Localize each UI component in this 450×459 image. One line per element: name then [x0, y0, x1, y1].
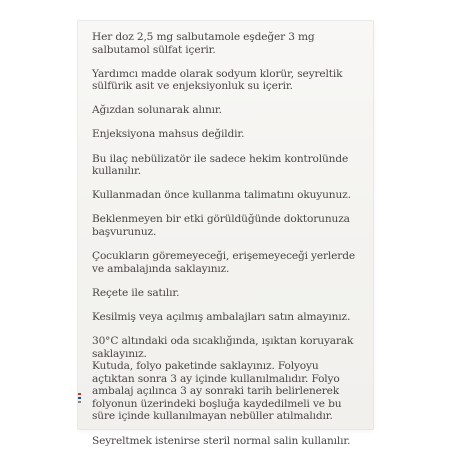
registration-mark-gray: [78, 401, 81, 403]
registration-mark-blue: [78, 397, 81, 399]
dilution-text: Seyreltmek istenirse steril normal salin kullanılır.: [92, 434, 351, 447]
administration-route-text: Ağızdan solunarak alınır.: [92, 104, 222, 117]
keep-from-children-text: Çocukların göremeyeceği, erişemeyeceği yerlerde ve ambalajında saklayınız.: [92, 250, 355, 275]
registration-mark-red: [78, 393, 81, 395]
print-registration-marks: [78, 393, 81, 409]
package-insert-text: [92, 31, 364, 459]
nebulizer-usage-text: Bu ilaç nebülizatör ile sadece hekim kontrolünde kullanılır.: [92, 152, 349, 178]
read-instructions-text: Kullanmadan önce kullanma talimatını okuyunuz.: [92, 189, 351, 202]
damaged-package-warning-text: Kesilmiş veya açılmış ambalajları satın almayınız.: [92, 310, 351, 323]
prescription-only-text: Reçete ile satılır.: [92, 286, 180, 299]
storage-temperature-text: 30°C altındaki oda sıcaklığında, ışıktan koruyarak saklayınız.: [92, 334, 354, 360]
foil-storage-text: Kutuda, folyo paketinde saklayınız. Folyoyu açtıktan sonra 3 ay içinde kullanılmalıdır. Folyo ambalaj açılınca 3 ay sonraki tarih belirlenerek folyonun üzerindeki boşluğa kaydedilmeli ve bu süre içinde kullanılmayan nebüller atılmalıdır.: [92, 360, 342, 423]
consult-doctor-text: Beklenmeyen bir etki görüldüğünde doktorunuza başvurunuz.: [92, 213, 350, 238]
dose-composition-text: Her doz 2,5 mg salbutamole eşdeğer 3 mg salbutamol sülfat içerir.: [92, 31, 315, 56]
medicine-box-side-panel: [78, 21, 373, 447]
not-for-injection-text: Enjeksiyona mahsus değildir.: [92, 128, 245, 141]
excipients-text: Yardımcı madde olarak sodyum klorür, seyreltik sülfürik asit ve enjeksiyonluk su içerir.: [92, 67, 343, 93]
